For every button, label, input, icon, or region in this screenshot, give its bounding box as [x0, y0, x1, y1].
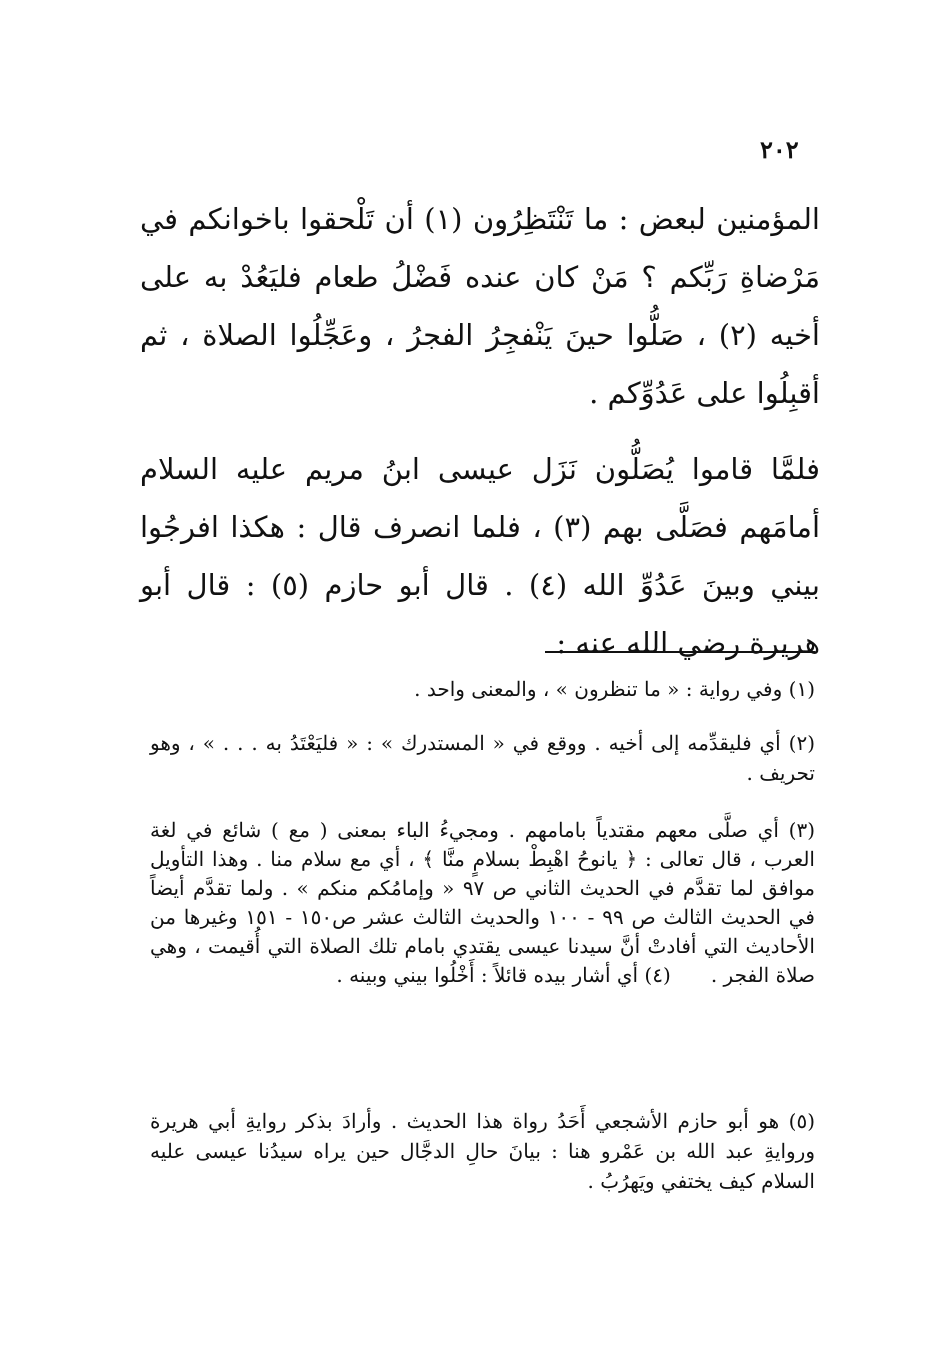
footnote-1: (١) وفي رواية : « ما تنظرون » ، والمعنى واحد . [414, 677, 815, 701]
footnote-2: (٢) أي فليقدِّمه إلى أخيه . ووقع في « المستدرك » : « فليَعْتَدُ به . . . » ، وهو تحريف . [150, 731, 816, 785]
footnote-3 [150, 816, 815, 990]
footnote-3-text: (٣) أي صلَّى معهم مقتدياً بامامهم . ومجيءُ الباء بمعنى ( مع ) شائع في لغة العرب ، قال تعالى : ﴿ يانوحُ اهْبِطْ بسلامٍ منَّا ﴾ ، أي مع سلام منا . وهذا التأويل موافق لما تقدَّم في الحديث الثاني ص ٩٧ « وإمامُكم منكم » . ولما تقدَّم أيضاً في الحديث الثالث ص ٩٩ - ١٠٠ والحديث الثالث عشر ص١٥٠ - ١٥١ وغيرها من الأحاديث التي أفادتْ أنَّ سيدنا عيسى يقتدي بامام تلك الصلاة التي أُقيمت ، وهي صلاة الفجر . [150, 818, 815, 987]
main-paragraph-2: فلمَّا قاموا يُصَلُّون نَزَل عيسى ابنُ مريم عليه السلام أمامَهم فصَلَّى بهم (٣) ، فلما انصرف قال : هكذا افرجُوا بيني وبينَ عَدُوِّ الله (٤) . قال أبو حازم (٥) : قال أبو هريرة رضي الله عنه : [140, 452, 820, 660]
footnote-separator [545, 651, 815, 653]
page-number: ٢٠٢ [760, 135, 799, 164]
footnote-4: (٤) أي أشار بيده قائلاً : أَخْلُوا بيني وبينه . [336, 963, 671, 987]
footnote-5: (٥) هو أبو حازم الأشجعي أَحَدُ رواة هذا الحديث . وأرادَ بذكر روايةِ أبي هريرة وروايةِ عبد الله بن عَمْرو هنا : بيانَ حالِ الدجَّال حين يراه سيدُنا عيسى عليه السلام كيف يختفي ويَهرُبُ . [150, 1109, 815, 1193]
main-paragraph-1: المؤمنين لبعض : ما تَنْتَظِرُون (١) أن تَلْحقوا باخوانكم في مَرْضاةِ رَبِّكم ؟ مَنْ كان عنده فَضْلُ طعام فليَعُدْ به على أخيه (٢) ، صَلُّوا حينَ يَنْفجِرُ الفجرُ ، وعَجِّلُوا الصلاة ، ثم أقبِلُوا على عَدُوِّكم . [140, 202, 820, 410]
